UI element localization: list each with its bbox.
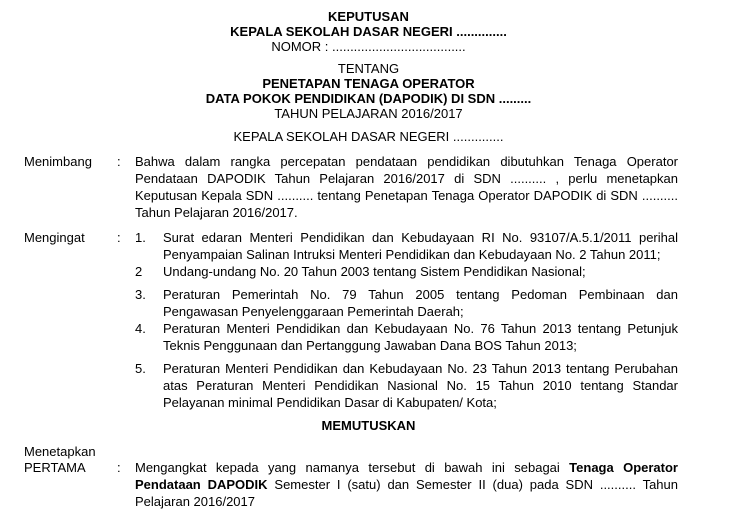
mengingat-item-number: 3. [135,287,146,302]
mengingat-item-text: Undang-undang No. 20 Tahun 2003 tentang Sistem Pendidikan Nasional; [163,264,586,279]
decree-number: NOMOR : ..................................... [271,39,466,54]
pertama-text-a: Mengangkat kepada yang namanya tersebut di bawah ini sebagai [135,460,570,475]
mengingat-colon: : [117,230,121,245]
mengingat-item-number: 1. [135,230,146,245]
menimbang-text: Bahwa dalam rangka percepatan pendataan pendidikan dibutuhkan Tenaga Operator Pendataan DAPODIK Tahun Pelajaran 2016/2017 di SDN .......... , perlu menetapkan Keputusan Kepala SDN .......... tentang Penetapan Tenaga Operator DAPODIK di SDN .......... Tahun Pelajaran 2016/2017. [135,154,678,220]
issuer-line: KEPALA SEKOLAH DASAR NEGERI .............. [230,24,507,39]
memutuskan-heading: MEMUTUSKAN [321,418,416,433]
mengingat-item-text: Peraturan Menteri Pendidikan dan Kebudayaan No. 76 Tahun 2013 tentang Petunjuk Teknis Penggunaan dan Pertanggung Jawaban Dana BOS Tahun 2013; [163,321,678,353]
pertama-label: PERTAMA [24,460,86,475]
pertama-text [135,459,678,509]
pertama-text-bold: Tenaga Operator Pendataan DAPODIK [135,460,678,492]
menimbang-colon: : [117,154,121,169]
pertama-colon: : [117,460,121,475]
mengingat-item-number: 4. [135,321,146,336]
about-label: TENTANG [337,61,400,76]
mengingat-item-number: 5. [135,361,146,376]
mengingat-item-text: Surat edaran Menteri Pendidikan dan Kebudayaan RI No. 93107/A.5.1/2011 perihal Penyampaian Salinan Intruksi Menteri Pendidikan dan Kebudayaan No. 2 Tahun 2011; [163,230,678,262]
signatory-line: KEPALA SEKOLAH DASAR NEGERI .............. [233,129,504,144]
mengingat-item-number: 2 [135,264,143,279]
mengingat-label: Mengingat [24,230,85,245]
mengingat-item-text: Peraturan Pemerintah No. 79 Tahun 2005 tentang Pedoman Pembinaan dan Pengawasan Penyelenggaraan Pemerintah Daerah; [163,287,678,319]
school-year: TAHUN PELAJARAN 2016/2017 [274,106,463,121]
subject-line-1: PENETAPAN TENAGA OPERATOR [262,76,475,91]
pertama-text-b: Semester I (satu) dan Semester II (dua) pada SDN .......... Tahun Pelajaran 2016/2017 [135,477,678,509]
mengingat-item-text: Peraturan Menteri Pendidikan dan Kebudayaan No. 23 Tahun 2013 tentang Perubahan atas Peraturan Menteri Pendidikan Nasional No. 15 Tahun 2010 tentang Standar Pelayanan minimal Pendidikan Dasar di Kabupaten/ Kota; [163,361,678,410]
subject-line-2: DATA POKOK PENDIDIKAN (DAPODIK) DI SDN ......... [205,91,532,106]
menetapkan-label: Menetapkan [24,444,96,459]
document-title: KEPUTUSAN [328,9,409,24]
menimbang-label: Menimbang [24,154,92,169]
